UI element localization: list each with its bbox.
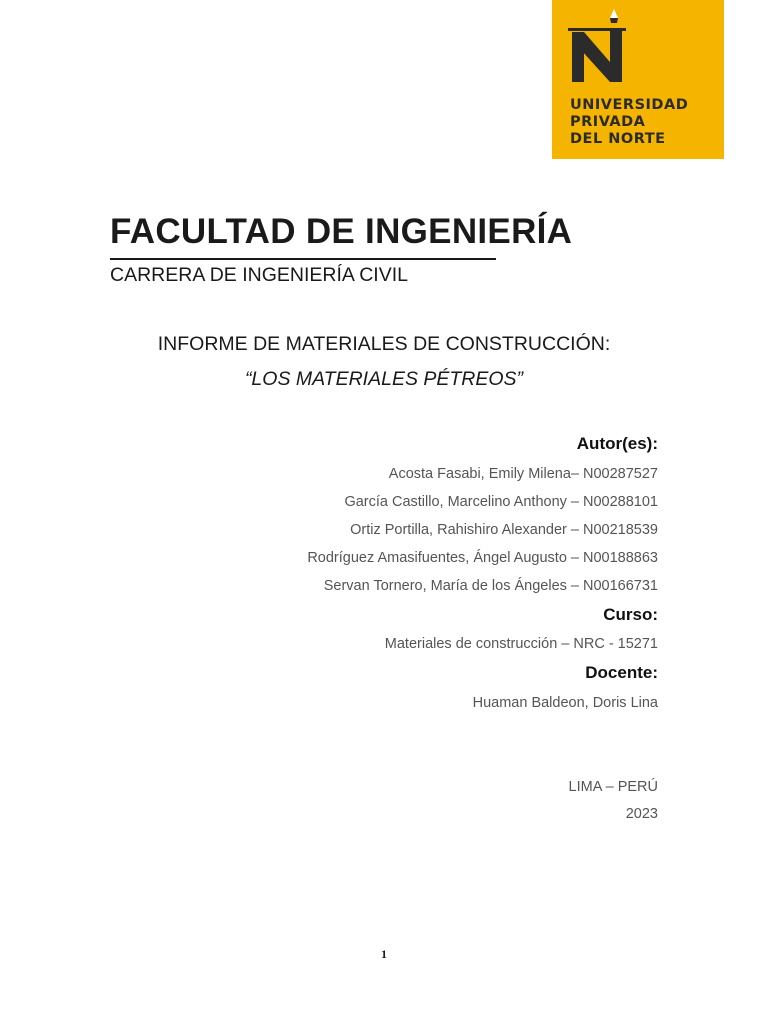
course-value: Materiales de construcción – NRC - 15271	[384, 636, 658, 652]
university-logo	[552, 0, 724, 159]
logo-line: DEL NORTE	[570, 131, 666, 147]
report-subtitle: “LOS MATERIALES PÉTREOS”	[244, 368, 524, 390]
faculty-title: FACULTAD DE INGENIERÍA	[110, 212, 573, 251]
logo-line: PRIVADA	[570, 114, 646, 130]
year: 2023	[625, 806, 658, 822]
career-subtitle: CARRERA DE INGENIERÍA CIVIL	[110, 264, 408, 286]
teacher-value: Huaman Baldeon, Doris Lina	[472, 695, 658, 711]
location: LIMA – PERÚ	[568, 779, 658, 795]
author-name: Ortiz Portilla, Rahishiro Alexander – N00218539	[350, 522, 658, 538]
course-label: Curso:	[603, 605, 658, 624]
report-title: INFORME DE MATERIALES DE CONSTRUCCIÓN:	[157, 333, 611, 355]
logo-line: UNIVERSIDAD	[570, 97, 689, 113]
title-underline	[110, 258, 496, 260]
author-name: García Castillo, Marcelino Anthony – N00288101	[344, 494, 658, 510]
author-name: Acosta Fasabi, Emily Milena– N00287527	[388, 466, 658, 482]
author-name: Servan Tornero, María de los Ángeles – N00166731	[323, 578, 658, 594]
upn-n-logo-icon	[566, 6, 630, 86]
teacher-label: Docente:	[585, 663, 658, 682]
authors-label: Autor(es):	[576, 434, 658, 453]
author-name: Rodríguez Amasifuentes, Ángel Augusto – N00188863	[307, 550, 658, 566]
page-number: 1	[381, 947, 387, 961]
logo-wordmark	[570, 97, 688, 148]
